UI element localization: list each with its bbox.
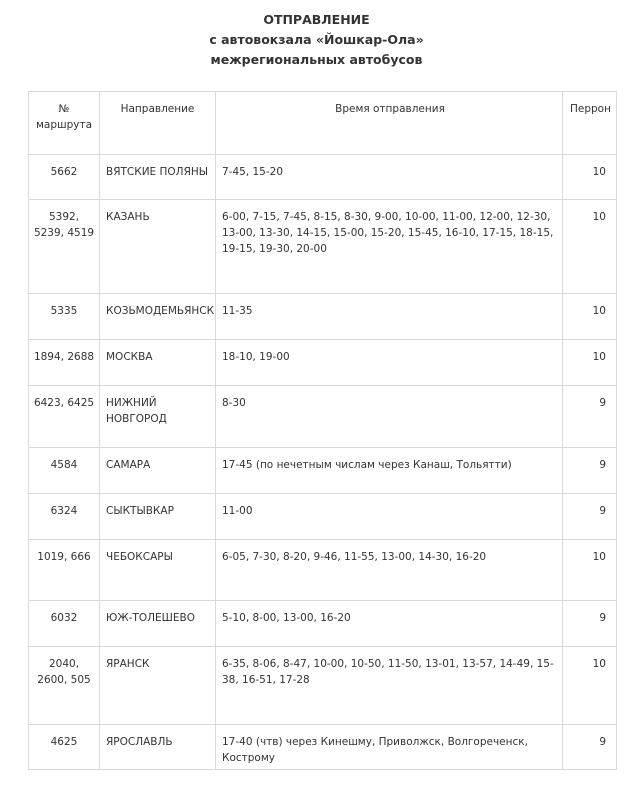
route-cell: 4584 <box>29 448 100 494</box>
departure-cell: 17-45 (по нечетным числам через Канаш, Тольятти) <box>216 448 563 494</box>
direction-cell: НИЖНИЙ НОВГОРОД <box>100 386 216 448</box>
header-subtitle: с автовокзала «Йошкар-Ола» <box>209 32 424 47</box>
route-cell: 4625 <box>29 725 100 770</box>
platform-cell: 9 <box>563 448 617 494</box>
table-row <box>29 386 617 448</box>
direction-cell: ЯРАНСК <box>100 647 216 725</box>
departure-cell: 6-35, 8-06, 8-47, 10-00, 10-50, 11-50, 13-01, 13-57, 14-49, 15-38, 16-51, 17-28 <box>216 647 563 725</box>
table-row <box>29 494 617 540</box>
platform-cell: 10 <box>563 540 617 601</box>
direction-cell: ЧЕБОКСАРЫ <box>100 540 216 601</box>
route-cell: 1894, 2688 <box>29 340 100 386</box>
header-subtitle-2: межрегиональных автобусов <box>210 52 423 67</box>
direction-cell: КАЗАНЬ <box>100 200 216 294</box>
table-row <box>29 340 617 386</box>
table-header-row <box>29 92 617 155</box>
route-cell: 6032 <box>29 601 100 647</box>
table-row <box>29 294 617 340</box>
departure-cell: 7-45, 15-20 <box>216 155 563 200</box>
route-cell: 6423, 6425 <box>29 386 100 448</box>
direction-cell: КОЗЬМОДЕМЬЯНСК <box>100 294 216 340</box>
route-cell: 5392, 5239, 4519 <box>29 200 100 294</box>
direction-cell: МОСКВА <box>100 340 216 386</box>
table-row <box>29 647 617 725</box>
platform-cell: 9 <box>563 386 617 448</box>
departure-cell: 11-00 <box>216 494 563 540</box>
route-cell: 5335 <box>29 294 100 340</box>
table-row <box>29 155 617 200</box>
departure-cell: 8-30 <box>216 386 563 448</box>
table-row <box>29 601 617 647</box>
platform-cell: 10 <box>563 200 617 294</box>
departure-cell: 6-00, 7-15, 7-45, 8-15, 8-30, 9-00, 10-00, 11-00, 12-00, 12-30, 13-00, 13-30, 14-15, 15-00, 15-20, 15-45, 16-10, 17-15, 18-15, 19-15, 19-30, 20-00 <box>216 200 563 294</box>
column-header-departure: Время отправления <box>216 92 563 155</box>
route-cell: 1019, 666 <box>29 540 100 601</box>
platform-cell: 10 <box>563 294 617 340</box>
direction-cell: САМАРА <box>100 448 216 494</box>
header-title: ОТПРАВЛЕНИЕ <box>263 12 370 27</box>
platform-cell: 10 <box>563 340 617 386</box>
page-header <box>0 10 633 70</box>
route-cell: 2040, 2600, 505 <box>29 647 100 725</box>
platform-cell: 9 <box>563 494 617 540</box>
table-row <box>29 448 617 494</box>
column-header-direction: Направление <box>100 92 216 155</box>
column-header-route: № маршрута <box>29 92 100 155</box>
departure-cell: 11-35 <box>216 294 563 340</box>
platform-cell: 9 <box>563 601 617 647</box>
route-cell: 6324 <box>29 494 100 540</box>
departure-cell: 6-05, 7-30, 8-20, 9-46, 11-55, 13-00, 14-30, 16-20 <box>216 540 563 601</box>
platform-cell: 10 <box>563 647 617 725</box>
direction-cell: ЮЖ-ТОЛЕШЕВО <box>100 601 216 647</box>
platform-cell: 10 <box>563 155 617 200</box>
direction-cell: ЯРОСЛАВЛЬ <box>100 725 216 770</box>
departure-cell: 5-10, 8-00, 13-00, 16-20 <box>216 601 563 647</box>
direction-cell: ВЯТСКИЕ ПОЛЯНЫ <box>100 155 216 200</box>
table-row <box>29 200 617 294</box>
direction-cell: СЫКТЫВКАР <box>100 494 216 540</box>
departure-cell: 18-10, 19-00 <box>216 340 563 386</box>
departure-cell: 17-40 (чтв) через Кинешму, Приволжск, Волгореченск, Кострому <box>216 725 563 770</box>
table-row <box>29 540 617 601</box>
table-row <box>29 725 617 770</box>
route-cell: 5662 <box>29 155 100 200</box>
schedule-table <box>28 91 617 770</box>
platform-cell: 9 <box>563 725 617 770</box>
column-header-platform: Перрон <box>563 92 617 155</box>
